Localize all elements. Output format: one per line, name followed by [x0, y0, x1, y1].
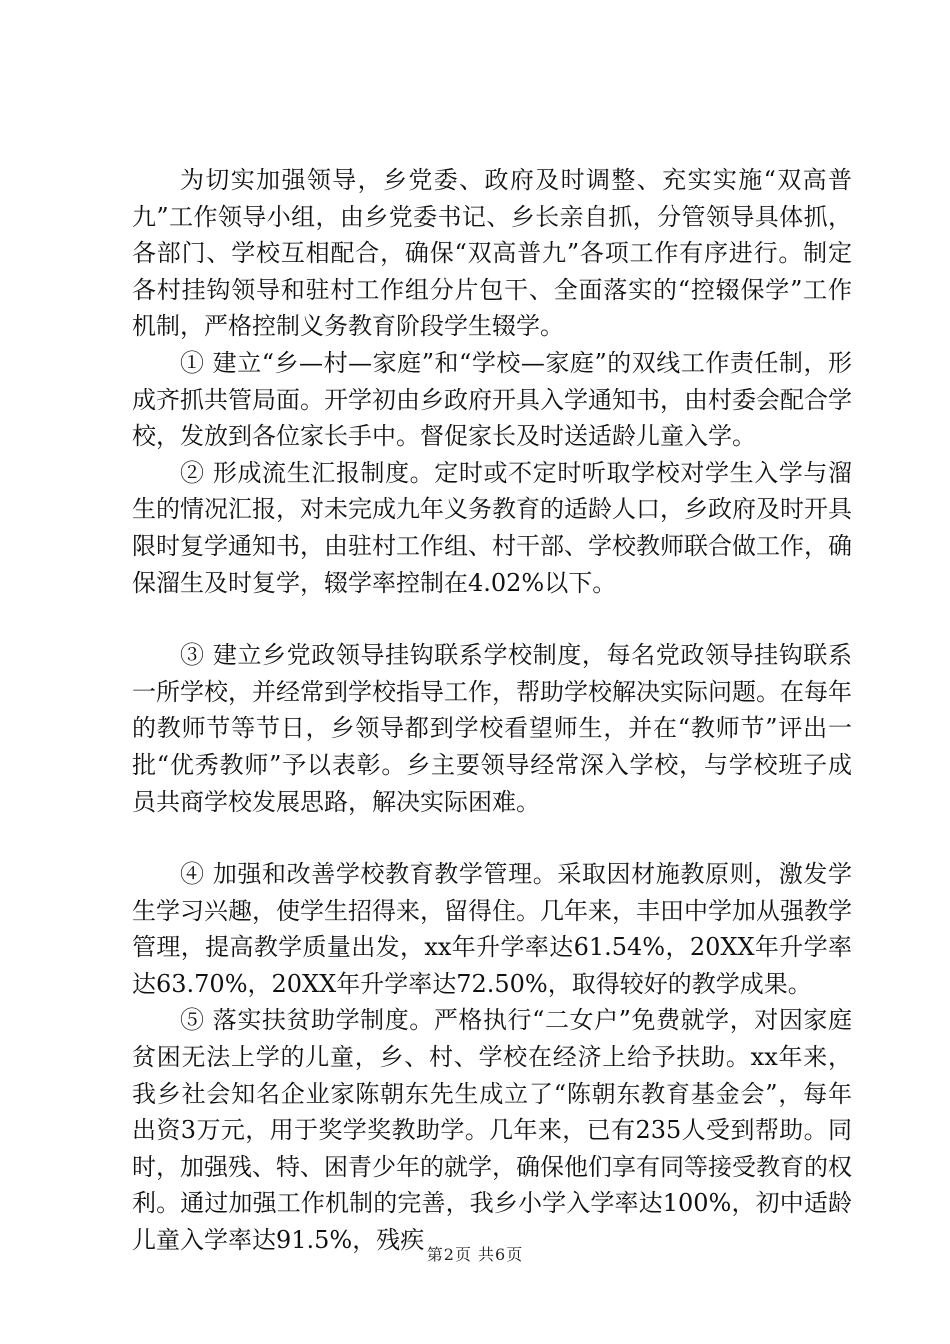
document-body: [132, 162, 852, 1259]
page-number-footer: 第2页 共6页: [426, 1245, 524, 1264]
paragraph-gap: [132, 820, 852, 856]
paragraph-item-4: ④ 加强和改善学校教育教学管理。采取因材施教原则，激发学生学习兴趣，使学生招得来，留得住。几年来，丰田中学加从强教学管理，提高教学质量出发，xx年升学率达61.54%，20XX年升学率达63.70%，20XX年升学率达72.50%，取得较好的教学成果。: [132, 860, 852, 998]
paragraph-gap: [132, 601, 852, 637]
paragraph-item-2: ② 形成流生汇报制度。定时或不定时听取学校对学生入学与溜生的情况汇报，对未完成九年义务教育的适龄人口，乡政府及时开具限时复学通知书，由驻村工作组、村干部、学校教师联合做工作，确保溜生及时复学，辍学率控制在4.02%以下。: [132, 458, 852, 597]
paragraph-item-5: ⑤ 落实扶贫助学制度。严格执行“二女户”免费就学，对因家庭贫困无法上学的儿童，乡、村、学校在经济上给予扶助。xx年来，我乡社会知名企业家陈朝东先生成立了“陈朝东教育基金会”，每年出资3万元，用于奖学奖教助学。几年来，已有235人受到帮助。同时，加强残、特、困青少年的就学，确保他们享有同等接受教育的权利。通过加强工作机制的完善，我乡小学入学率达100%，初中适龄儿童入学率达91.5%，残疾: [132, 1006, 852, 1255]
paragraph-intro: 为切实加强领导，乡党委、政府及时调整、充实实施“双高普九”工作领导小组，由乡党委书记、乡长亲自抓，分管领导具体抓，各部门、学校互相配合，确保“双高普九”各项工作有序进行。制定各村挂钩领导和驻村工作组分片包干、全面落实的“控辍保学”工作机制，严格控制义务教育阶段学生辍学。: [132, 166, 852, 341]
paragraph-item-1: ① 建立“乡—村—家庭”和“学校—家庭”的双线工作责任制，形成齐抓共管局面。开学初由乡政府开具入学通知书，由村委会配合学校，发放到各位家长手中。督促家长及时送适龄儿童入学。: [132, 348, 852, 451]
paragraph-item-3: ③ 建立乡党政领导挂钩联系学校制度，每名党政领导挂钩联系一所学校，并经常到学校指导工作，帮助学校解决实际问题。在每年的教师节等节日，乡领导都到学校看望师生，并在“教师节”评出一批“优秀教师”予以表彰。乡主要领导经常深入学校，与学校班子成员共商学校发展思路，解决实际困难。: [132, 641, 852, 816]
